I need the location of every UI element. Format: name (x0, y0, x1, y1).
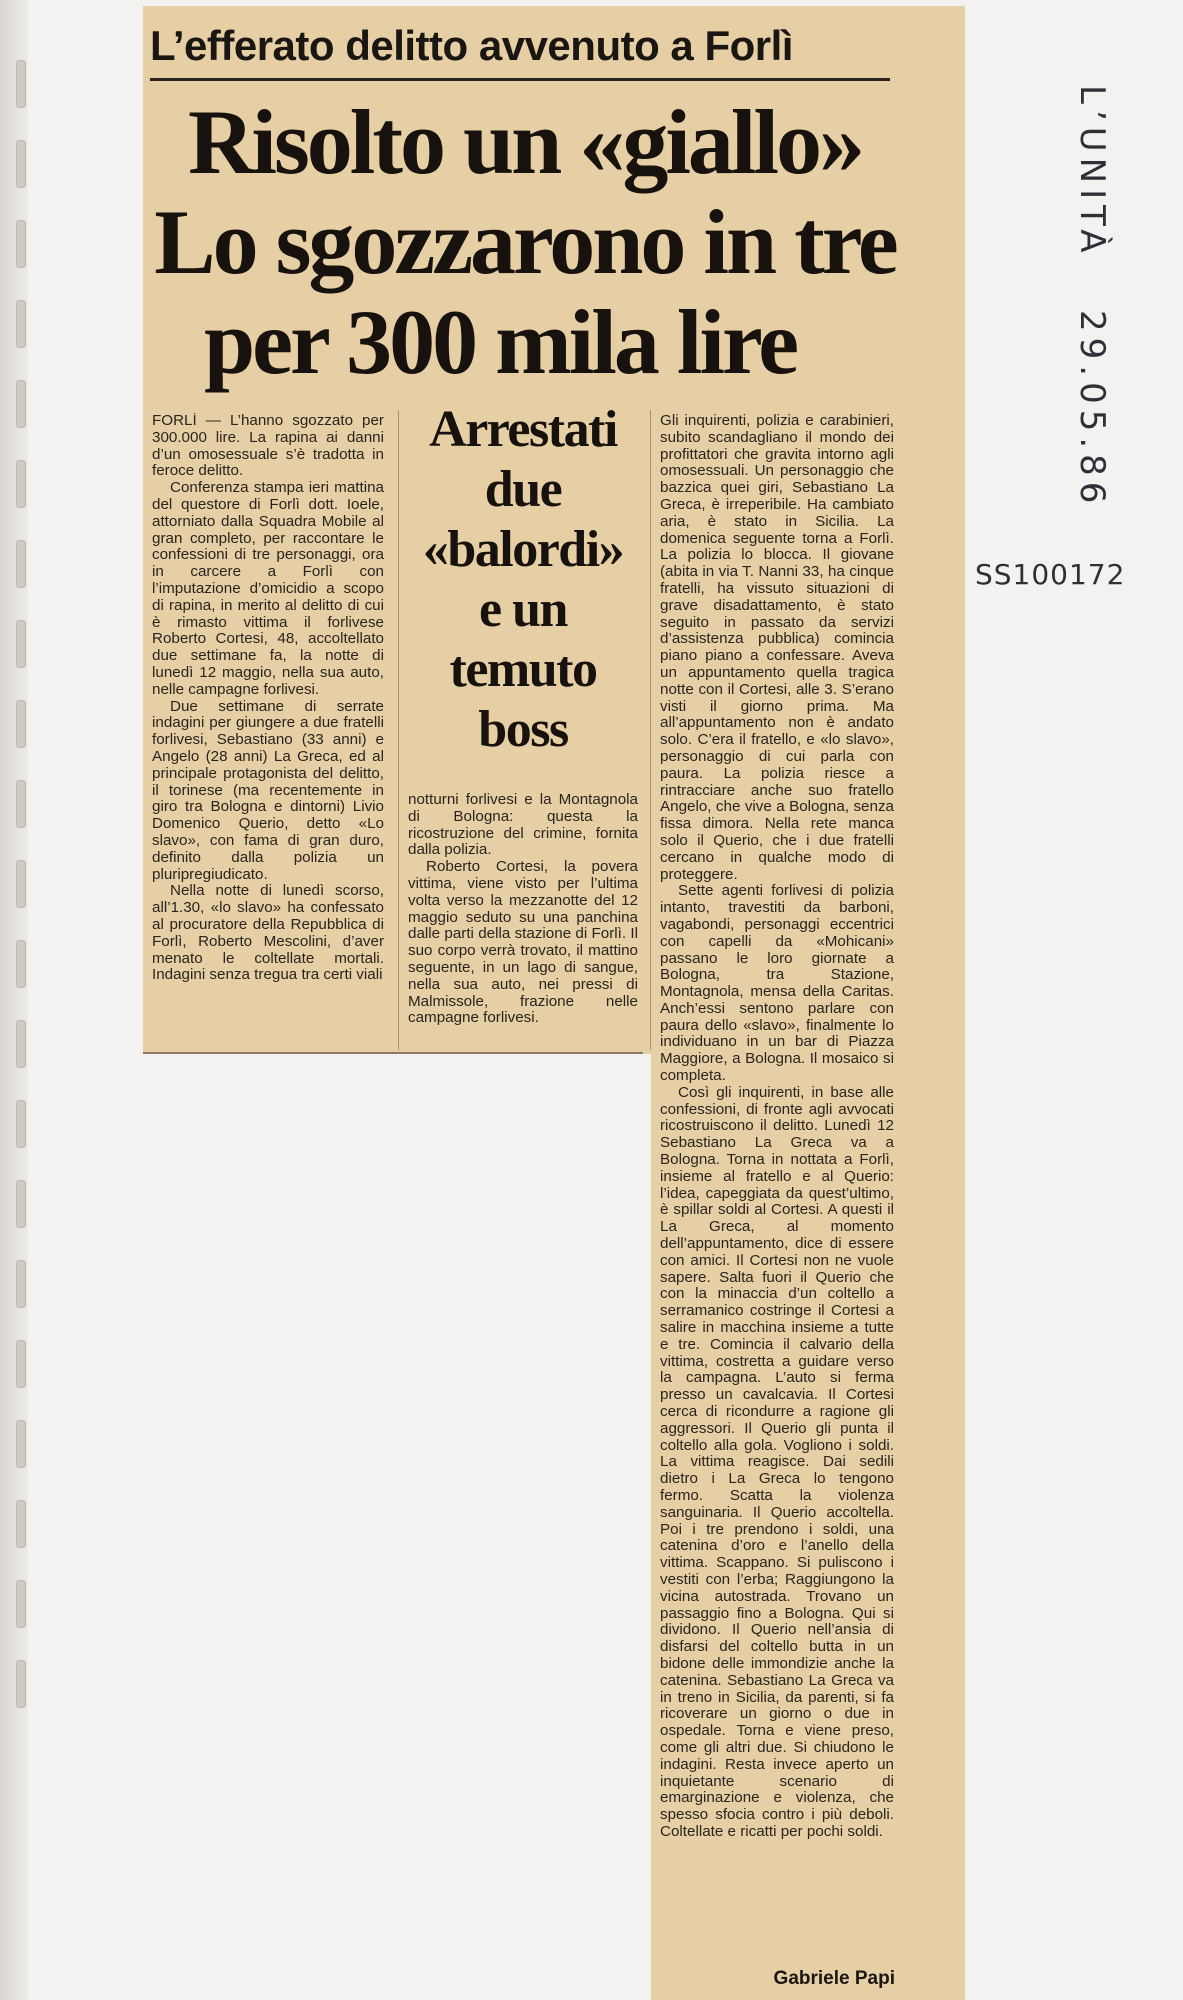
binder-hole (16, 860, 26, 908)
subheadline-line: Arrestati (429, 401, 617, 458)
paragraph: Sette agenti forlivesi di polizia intanto, travestiti da barboni, vagabondi, personaggi eccentrici con capelli da «Mohicani» passano le loro giornate a Bologna, tra Stazione, Montagnola, mensa della Caritas. Anch’essi sentono parlare con paura dello «slavo», finalmente lo individuano in un bar di Piazza Maggiore, a Bologna. Il mosaico si completa. (660, 882, 894, 1085)
headline-line-3: per 300 mila lire (203, 291, 797, 393)
binder-hole (16, 1580, 26, 1628)
paragraph: Roberto Cortesi, la povera vittima, viene visto per l’ultima volta verso la mezzanotte del 12 maggio seduto su una panchina dalle parti della stazione di Forlì. Il suo corpo verrà trovato, il mattino seguente, in un lago di sangue, nella sua auto, nei pressi di Malmissole, frazione nelle campagne forlivesi. (408, 858, 638, 1027)
binder-hole (16, 1020, 26, 1068)
binder-hole (16, 220, 26, 268)
binder-hole (16, 1260, 26, 1308)
binder-hole (16, 140, 26, 188)
column-divider (398, 410, 399, 1050)
handwritten-archive-code: SS100172 (975, 558, 1126, 591)
binder-hole (16, 620, 26, 668)
kicker-rule (150, 78, 890, 81)
subheadline-line: «balordi» (422, 521, 624, 578)
paragraph: notturni forlivesi e la Montagnola di Bologna: questa la ricostruzione del crimine, fornita dalla polizia. (408, 792, 638, 859)
binder-hole (16, 1180, 26, 1228)
binder-hole (16, 780, 26, 828)
paragraph: Nella notte di lunedì scorso, all’1.30, «lo slavo» ha confessato al procuratore della Repubblica di Forlì, Roberto Mescolini, d’aver menato le coltellate mortali. Indagini senza tregua tra certi viali (152, 882, 384, 984)
paragraph: Gli inquirenti, polizia e carabinieri, subito scandagliano il mondo dei profittatori che gravita intorno agli omosessuali. Un personaggio che bazzica quei giri, Sebastiano La Greca, è irreperibile. Ha cambiato aria, è stato in Sicilia. La domenica seguente torna a Forlì. La polizia lo blocca. Il giovane (abita in via T. Nanni 33, ha cinque fratelli, ha vissuto situazioni di grave disadattamento, è stato seguito in passato da servizi d’assistenza pubblica) comincia piano piano a confessare. Aveva un appuntamento quella tragica notte con il Cortesi, alle 3. S’erano visti il giorno prima. Ma all’appuntamento non è andato solo. C’era il fratello, e «lo slavo», personaggio di cui parla con paura. La polizia riesce a rintracciare anche suo fratello Angelo, che vive a Bologna, senza fissa dimora. Nella rete manca solo il Querio, che i due fratelli cercano in qualche modo di proteggere. (660, 413, 894, 883)
headline-line-2: Lo sgozzarono in tre (154, 191, 896, 293)
paragraph: Conferenza stampa ieri mattina del questore di Forlì dott. Ioele, attorniato dalla Squadra Mobile al gran completo, per raccontare le confessioni di tre personaggi, ora in carcere a Forlì con l’imputazione d’omicidio a scopo di rapina, in merito al delitto di cui è rimasto vittima il forlivese Roberto Cortesi, 48, accoltellato due settimane fa, la notte di lunedì 12 maggio, nella sua auto, nelle campagne forlivesi. (152, 479, 384, 698)
binder-hole (16, 940, 26, 988)
clipping-bottom-rule (143, 1052, 643, 1054)
subheadline-line: e un (479, 581, 567, 638)
paragraph: Due settimane di serrate indagini per giungere a due fratelli forlivesi, Sebastiano (33 anni) e Angelo (28 anni) La Greca, ed al principale protagonista del delitto, il torinese (ma recentemente in giro tra Bologna e dintorni) Livio Domenico Querio, detto «Lo slavo», con fama di gran duro, definito dalla polizia un pluripregiudicato. (152, 697, 384, 883)
binder-hole (16, 700, 26, 748)
binder-hole (16, 460, 26, 508)
binder-hole (16, 1500, 26, 1548)
column-divider (650, 410, 651, 1050)
binder-hole (16, 1420, 26, 1468)
paragraph: FORLÌ — L’hanno sgozzato per 300.000 lire. La rapina ai danni d’un omosessuale s’è tradotta in feroce delitto. (152, 413, 384, 480)
binder-hole (16, 1660, 26, 1708)
binder-hole (16, 300, 26, 348)
headline-line-1: Risolto un «giallo» (187, 91, 862, 193)
binder-hole (16, 380, 26, 428)
kicker-headline: L’efferato delitto avvenuto a Forlì (150, 22, 793, 69)
subheadline (408, 400, 638, 760)
subheadline-line: temuto (449, 641, 597, 698)
paragraph: Così gli inquirenti, in base alle confessioni, di fronte agli avvocati ricostruiscono il delitto. Lunedì 12 Sebastiano La Greca va a Bologna. Torna in nottata a Forlì, insieme al fratello e al Querio: l’idea, capeggiata da quest’ultimo, è spillar soldi al Cortesi. A questi il La Greca, al momento dell’appuntamento, dice di essere con amici. Il Cortesi non ne vuole sapere. Salta fuori il Querio che con la minaccia d’un coltello a serramanico costringe il Cortesi a salire in macchina insieme a tutte e tre. Comincia il calvario della vittima, costretta a guidare verso la campagna. L’auto si ferma presso un cavalcavia. Il Cortesi cerca di ricondurre a ragione gli aggressori. Il Querio gli punta il coltello alla gola. Vogliono i soldi. La vittima reagisce. Dai sedili dietro i La Greca lo tengono fermo. Scatta la violenza sanguinaria. Il Querio accoltella. Poi i tre prendono i soldi, una catenina d’oro e l’anello della vittima. Scappano. Si puliscono i vestiti con l’erba; Raggiungono la vicina autostrada. Trovano un passaggio fino a Bologna. Qui si dividono. Il Querio nell’ansia di disfarsi del coltello butta in un bidone delle immondizie anche la catenina. Sebastiano La Greca va in treno in Sicilia, da parenti, si fa ricoverare un giorno o due in ospedale. Torna e viene preso, come gli altri due. Si chiudono le indagini. Resta invece aperto un inquietante scenario di emarginazione e violenza, che spesso sfocia contro i più deboli. Coltellate e ricatti per pochi soldi. (660, 1083, 894, 1840)
article-column-1 (152, 413, 384, 1048)
article-column-3 (660, 413, 894, 1963)
handwritten-date: 29.05.86 (1072, 310, 1112, 510)
binder-hole (16, 540, 26, 588)
subheadline-line: due (484, 461, 562, 518)
subheadline-line: boss (478, 701, 568, 758)
article-column-2 (408, 792, 638, 1047)
handwritten-source: L’UNITÀ (1072, 85, 1112, 259)
binder-hole (16, 1100, 26, 1148)
binder-hole (16, 1340, 26, 1388)
binder-hole (16, 60, 26, 108)
byline: Gabriele Papi (773, 1968, 895, 1989)
